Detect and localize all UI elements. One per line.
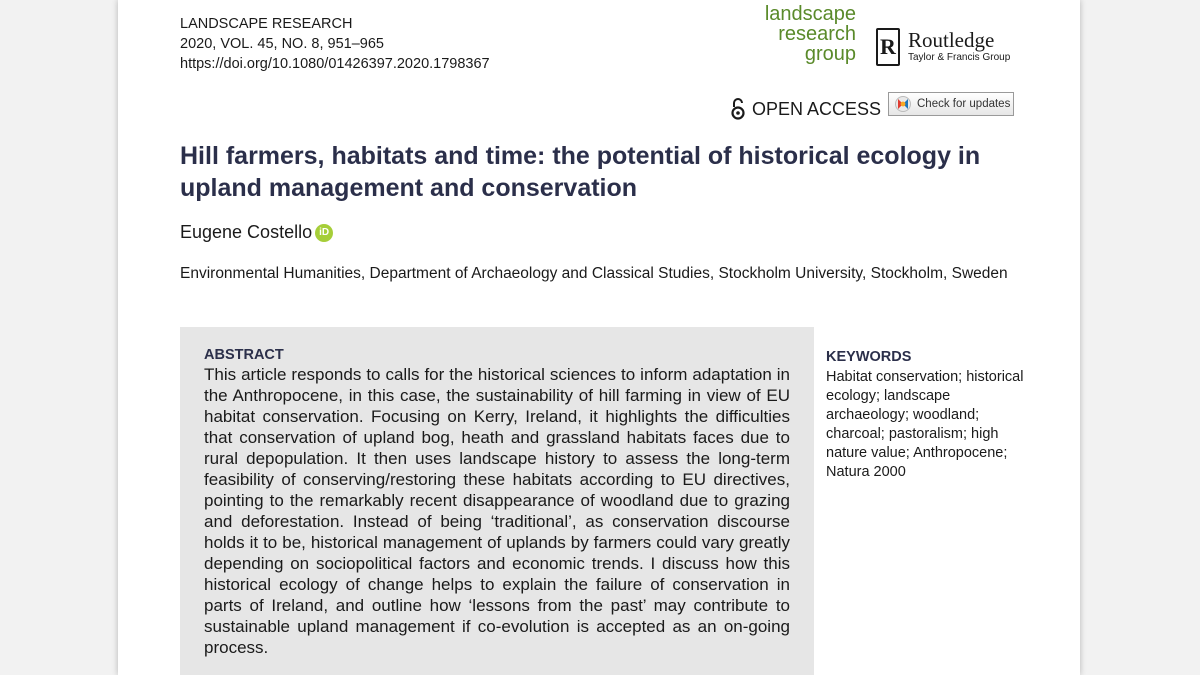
keywords-heading: KEYWORDS — [826, 349, 912, 365]
routledge-name: Routledge — [908, 28, 995, 52]
open-access-lock-icon — [730, 98, 746, 120]
routledge-mark-icon: R — [876, 28, 900, 66]
open-access-label — [730, 96, 881, 122]
landscape-research-group-logo — [728, 4, 856, 64]
journal-issue: 2020, VOL. 45, NO. 8, 951–965 — [180, 36, 384, 52]
abstract-box — [180, 327, 814, 675]
keywords-list: Habitat conservation; historical ecology; landscape archaeology; woodland; charcoal; pastoralism; high nature value; Anthropocene; Natura 2000 — [826, 369, 1024, 480]
check-for-updates-button[interactable] — [888, 92, 1014, 116]
abstract-text: This article responds to calls for the historical sciences to inform adaptation in the Anthropocene, in this case, the sustainability of hill farming in view of EU habitat conservation. Focusing on Kerry, Ireland, it highlights the difficulties that conservation of upland bog, heath and grassland habitats faces due to rural depopulation. It then uses landscape history to assess the long-term feasibility of conserving/restoring these habitats according to EU directives, pointing to the remarkably recent disappearance of woodland due to grazing and deforestation. Instead of being ‘traditional’, as conservation discourse holds it to be, historical management of uplands by farmers could vary greatly depending on sociopolitical factors and economic trends. I discuss how this historical ecology of change helps to explain the failure of conservation in parts of Ireland, and outline how ‘lessons from the past’ may contribute to sustainable upland management if co-evolution is accepted as an on-going process. — [204, 365, 790, 657]
routledge-subtitle: Taylor & Francis Group — [908, 52, 1011, 63]
doi-link[interactable]: https://doi.org/10.1080/01426397.2020.1798367 — [180, 56, 490, 72]
author-line — [180, 222, 333, 243]
keywords-section — [826, 348, 1036, 482]
orcid-icon[interactable]: iD — [315, 224, 333, 242]
journal-info — [180, 14, 490, 74]
lrg-logo-line1: landscape — [764, 3, 856, 25]
affiliation: Environmental Humanities, Department of Archaeology and Classical Studies, Stockholm University, Stockholm, Sweden — [180, 265, 1008, 282]
lrg-logo-line3: group — [804, 43, 856, 65]
check-updates-icon — [895, 96, 911, 112]
routledge-logo — [876, 28, 1016, 68]
lrg-logo-line2: research — [778, 23, 856, 45]
journal-name: LANDSCAPE RESEARCH — [180, 16, 353, 32]
article-title: Hill farmers, habitats and time: the potential of historical ecology in upland management and conservation — [180, 142, 981, 202]
check-updates-label: Check for updates — [917, 98, 1011, 110]
abstract-heading: ABSTRACT — [204, 347, 284, 363]
article-page — [118, 0, 1080, 675]
author-name[interactable]: Eugene Costello — [180, 222, 313, 242]
open-access-text: OPEN ACCESS — [752, 98, 882, 119]
